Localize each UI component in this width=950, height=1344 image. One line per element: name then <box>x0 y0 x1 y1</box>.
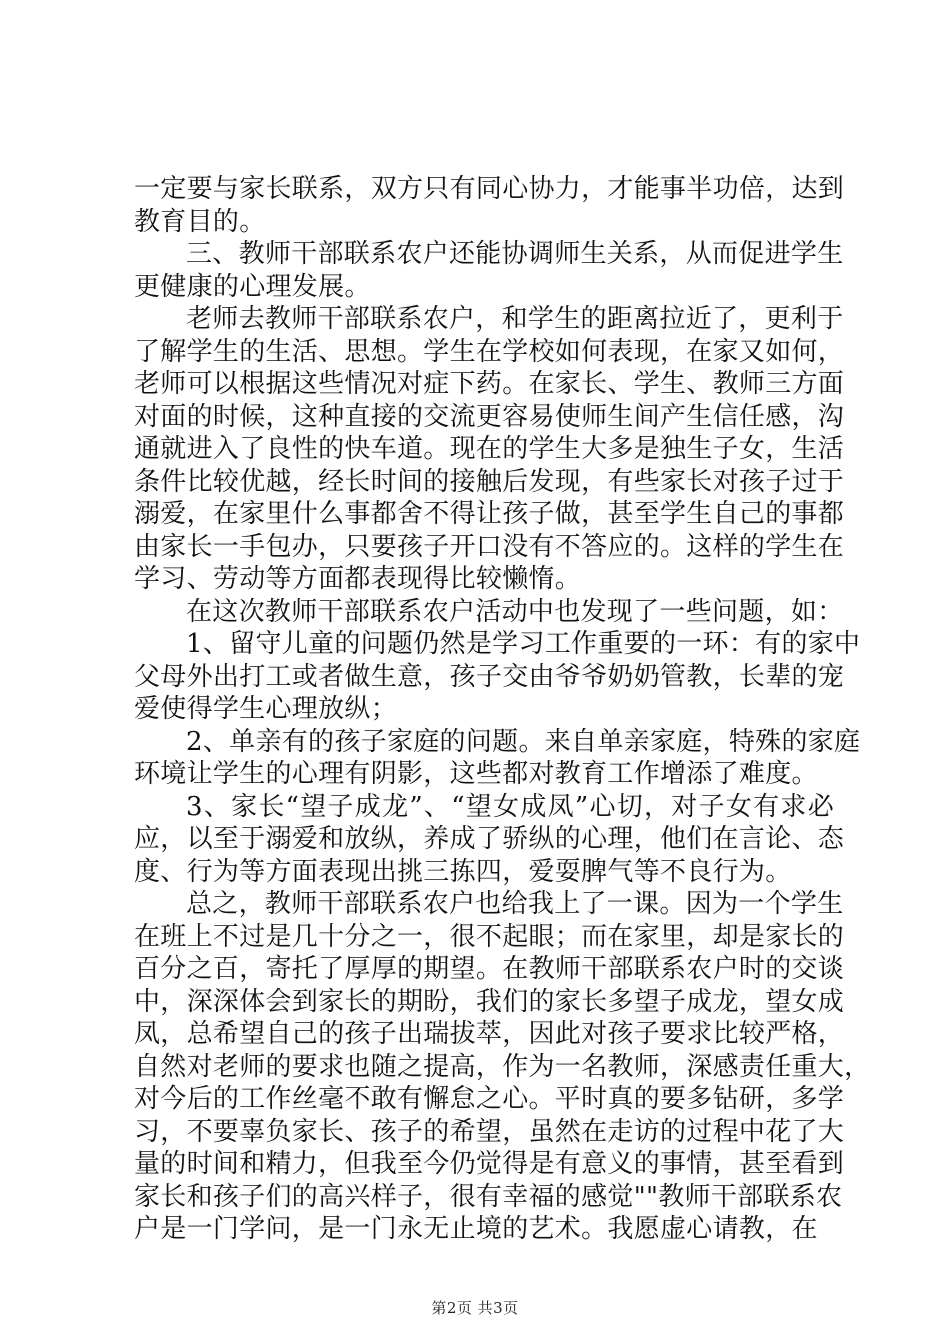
text-line: 更健康的心理发展。 <box>134 271 371 302</box>
text-line: 3、家长“望子成龙”、“望女成凤”心切，对子女有求必 <box>186 791 834 822</box>
text-line: 对面的时候，这种直接的交流更容易使师生间产生信任感，沟 <box>134 401 845 432</box>
text-line: 教育目的。 <box>134 206 266 237</box>
paragraph <box>134 791 845 889</box>
text-line: 对今后的工作丝毫不敢有懈怠之心。平时真的要多钻研，多学 <box>134 1084 845 1114</box>
text-line: 父母外出打工或者做生意，孩子交由爷爷奶奶管教，长辈的宠 <box>134 661 845 692</box>
text-line: 2、单亲有的孩子家庭的问题。来自单亲家庭，特殊的家庭 <box>186 726 861 757</box>
paragraph <box>134 628 861 726</box>
text-line: 溺爱，在家里什么事都舍不得让孩子做，甚至学生自己的事都 <box>134 499 845 529</box>
text-line: 环境让学生的心理有阴影，这些都对教育工作增添了难度。 <box>134 759 818 789</box>
text-line: 应，以至于溺爱和放纵，养成了骄纵的心理，他们在言论、态 <box>134 824 845 854</box>
text-line: 老师可以根据这些情况对症下药。在家长、学生、教师三方面 <box>134 369 845 399</box>
text-line: 条件比较优越，经长时间的接触后发现，有些家长对孩子过于 <box>134 466 845 497</box>
text-line: 习，不要辜负家长、孩子的希望，虽然在走访的过程中花了大 <box>134 1116 845 1147</box>
text-line: 1、留守儿童的问题仍然是学习工作重要的一环：有的家中 <box>186 629 861 659</box>
text-line: 爱使得学生心理放纵； <box>134 694 398 724</box>
text-line: 中，深深体会到家长的期盼，我们的家长多望子成龙，望女成 <box>134 986 845 1017</box>
paragraph <box>134 303 845 596</box>
paragraph <box>134 596 844 629</box>
text-line: 量的时间和精力，但我至今仍觉得是有意义的事情，甚至看到 <box>134 1149 845 1179</box>
text-line: 家长和孩子们的高兴样子，很有幸福的感觉""教师干部联系农 <box>134 1181 843 1212</box>
document-body <box>134 173 871 1246</box>
text-line: 老师去教师干部联系农户，和学生的距离拉近了，更利于 <box>186 304 844 334</box>
paragraph <box>134 238 844 303</box>
text-line: 了解学生的生活、思想。学生在学校如何表现，在家又如何， <box>134 336 845 367</box>
text-line: 凤，总希望自己的孩子出瑞拔萃，因此对孩子要求比较严格， <box>134 1019 845 1049</box>
text-line: 自然对老师的要求也随之提高，作为一名教师，深感责任重大， <box>134 1051 871 1082</box>
text-line: 三、教师干部联系农户还能协调师生关系，从而促进学生 <box>186 239 844 269</box>
text-line: 学习、劳动等方面都表现得比较懒惰。 <box>134 564 582 594</box>
paragraph <box>134 888 871 1246</box>
text-line: 通就进入了良性的快车道。现在的学生大多是独生子女，生活 <box>134 434 845 464</box>
text-line: 户是一门学问，是一门永无止境的艺术。我愿虚心请教，在 <box>134 1214 818 1244</box>
text-line: 一定要与家长联系，双方只有同心协力，才能事半功倍，达到 <box>134 174 845 204</box>
text-line: 在班上不过是几十分之一，很不起眼；而在家里，却是家长的 <box>134 921 845 952</box>
page-footer: 第2页 共3页 <box>431 1299 519 1317</box>
text-line: 在这次教师干部联系农户活动中也发现了一些问题，如： <box>186 596 844 627</box>
text-line: 总之，教师干部联系农户也给我上了一课。因为一个学生 <box>186 889 844 919</box>
text-line: 百分之百，寄托了厚厚的期望。在教师干部联系农户时的交谈 <box>134 954 845 984</box>
paragraph <box>134 173 845 238</box>
text-line: 度、行为等方面表现出挑三拣四，爱耍脾气等不良行为。 <box>134 856 792 887</box>
paragraph <box>134 726 861 791</box>
text-line: 由家长一手包办，只要孩子开口没有不答应的。这样的学生在 <box>134 531 845 562</box>
